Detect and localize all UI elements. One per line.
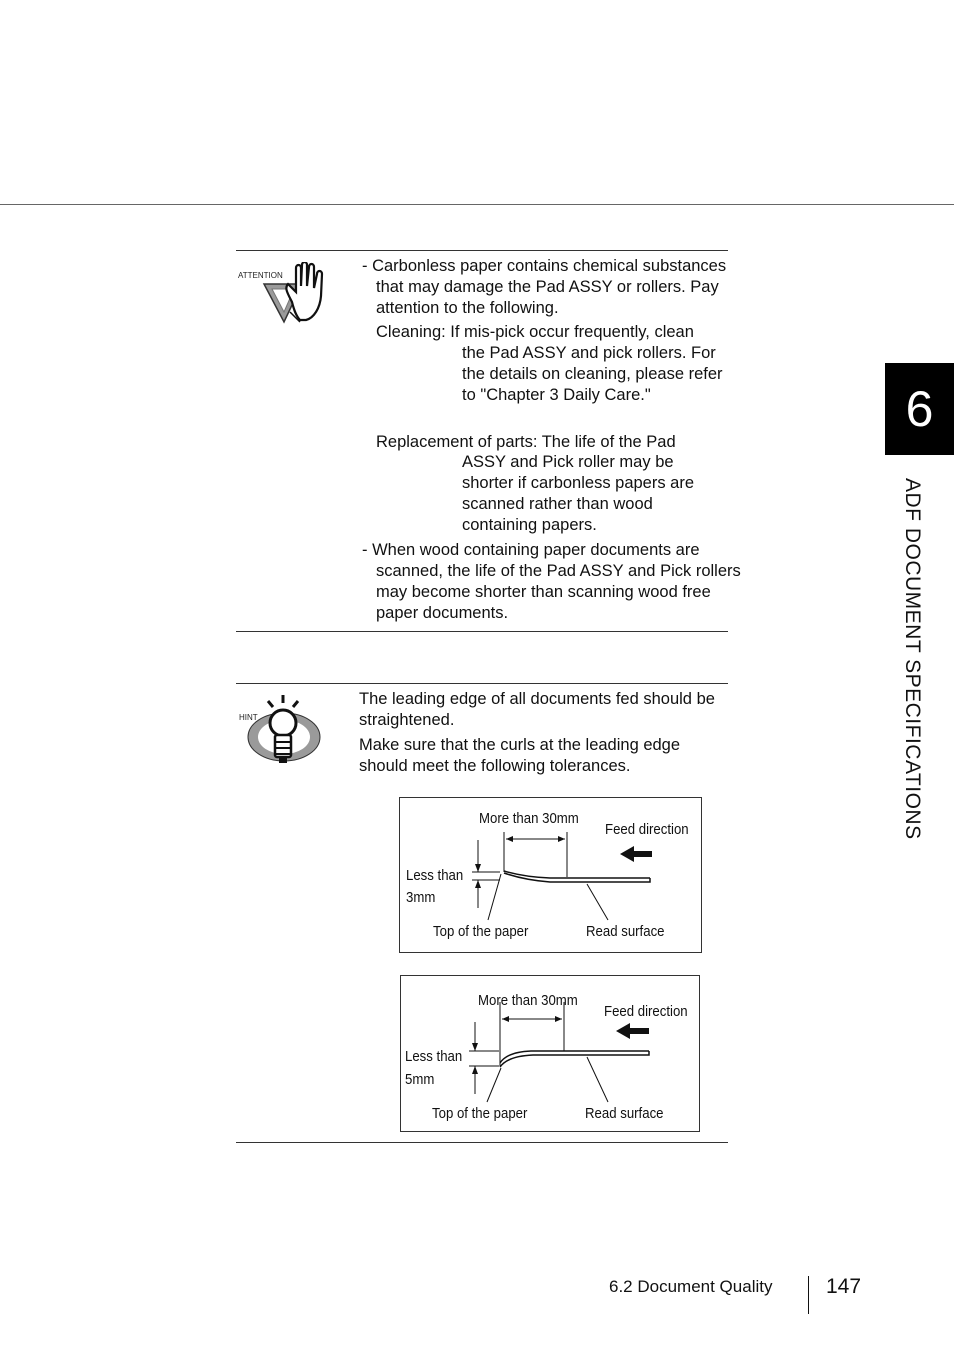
attention-cleaning-text: the Pad ASSY and pick rollers. For the details on cleaning, please refer to "Chapter 3 Daily Care." bbox=[462, 344, 723, 404]
diagram1-top-label: Top of the paper bbox=[433, 923, 529, 940]
page-number: 147 bbox=[826, 1275, 862, 1298]
curl-diagram-5mm bbox=[400, 975, 700, 1132]
attention-bullet-carbonless: - Carbonless paper contains chemical substances that may damage the Pad ASSY or rollers. Pay attention to the following. bbox=[362, 257, 727, 317]
diagram2-direction-label: Feed direction bbox=[604, 1003, 688, 1020]
attention-bottom-rule bbox=[236, 631, 728, 632]
diagram2-length-label: More than 30mm bbox=[478, 992, 578, 1009]
diagram1-direction-label: Feed direction bbox=[605, 821, 689, 838]
diagram2-surface-label: Read surface bbox=[585, 1105, 664, 1122]
hint-icon-label: HINT bbox=[239, 713, 258, 722]
header-rule bbox=[0, 204, 954, 205]
footer-divider bbox=[808, 1276, 809, 1314]
chapter-side-title: ADF DOCUMENT SPECIFICATIONS bbox=[901, 478, 924, 840]
footer-section-title: 6.2 Document Quality bbox=[609, 1277, 773, 1296]
attention-bullet-wood: - When wood containing paper documents are scanned, the life of the Pad ASSY and Pick rollers may become shorter than scanning wood free paper documents. bbox=[362, 541, 741, 622]
diagram1-length-label: More than 30mm bbox=[479, 810, 579, 827]
curl-diagram-3mm bbox=[399, 797, 702, 953]
diagram1-height-label-1: Less than bbox=[406, 867, 464, 884]
diagram1-height-label-2: 3mm bbox=[406, 889, 436, 906]
attention-replacement-lead: Replacement of parts: The life of the Pad bbox=[376, 433, 676, 451]
diagram2-top-label: Top of the paper bbox=[432, 1105, 528, 1122]
diagram2-height-label-2: 5mm bbox=[405, 1071, 435, 1088]
lightbulb-icon bbox=[246, 693, 324, 769]
hint-bottom-rule bbox=[236, 1142, 728, 1143]
attention-replacement-text: ASSY and Pick roller may be shorter if carbonless papers are scanned rather than wood containing papers. bbox=[462, 453, 695, 534]
hint-para-straighten: The leading edge of all documents fed should be straightened. bbox=[359, 690, 715, 729]
hint-para-tolerances: Make sure that the curls at the leading edge should meet the following tolerances. bbox=[359, 736, 681, 775]
chapter-tab: 6 bbox=[885, 363, 954, 455]
hint-top-rule bbox=[236, 683, 728, 684]
hand-warning-icon bbox=[262, 262, 332, 324]
attention-top-rule bbox=[236, 250, 728, 251]
diagram1-surface-label: Read surface bbox=[586, 923, 665, 940]
attention-cleaning-lead: Cleaning: If mis-pick occur frequently, clean bbox=[376, 323, 694, 341]
diagram2-height-label-1: Less than bbox=[405, 1048, 463, 1065]
attention-icon-label: ATTENTION bbox=[238, 271, 283, 280]
